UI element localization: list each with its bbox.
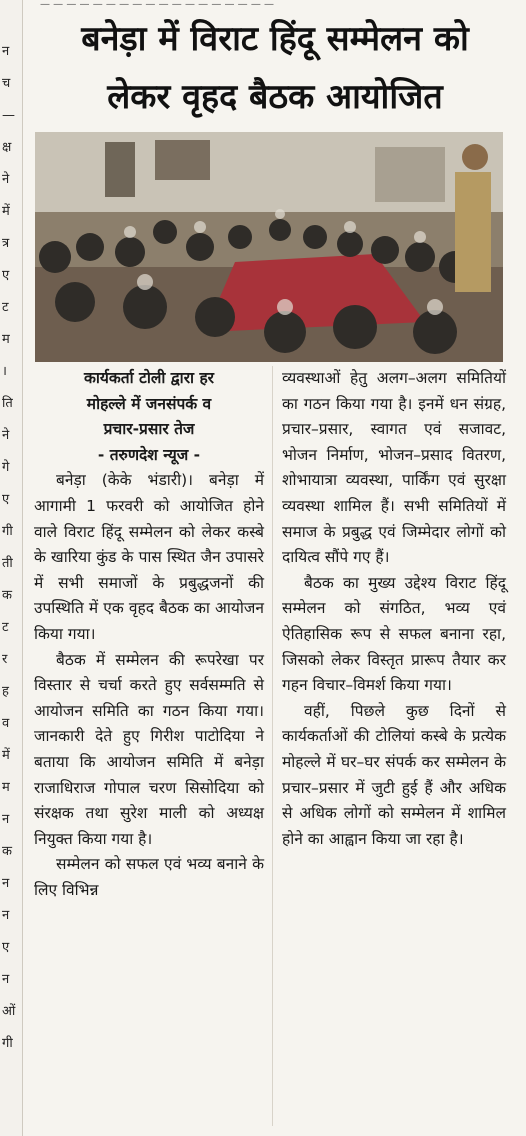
photo-shutter bbox=[375, 147, 445, 202]
adjacent-column-fragments bbox=[0, 0, 23, 1136]
edge-fragment: में bbox=[2, 748, 10, 763]
edge-fragment: ति bbox=[2, 396, 13, 411]
subhead-line-3: प्रचार-प्रसार तेज bbox=[103, 420, 195, 439]
article-column-1 bbox=[34, 366, 264, 903]
paragraph: बैठक में सम्मेलन की रूपरेखा पर विस्तार से चर्चा करते हुए सर्वसम्मति से आयोजन समिति का गठन किया गया। जानकारी देते हुए गिरीश पाटोदिया ने बताया कि आयोजन समिति में बनेड़ा राजाधिराज गोपाल चरण सिसोदिया को संरक्षक तथा सुरेश माली को अध्यक्ष नियुक्त किया गया है। bbox=[34, 650, 264, 848]
edge-fragment: म bbox=[2, 780, 10, 795]
paragraph: बैठक का मुख्य उद्देश्य विराट हिंदू सम्मेलन को संगठित, भव्य एवं ऐतिहासिक रूप से सफल बनाना रहा, जिसको लेकर विस्तृत प्रारूप तैयार कर गहन विचार–विमर्श किया गया। bbox=[282, 573, 506, 695]
photo-window bbox=[105, 142, 135, 197]
photo-door bbox=[155, 140, 210, 180]
edge-fragment: ट bbox=[2, 620, 9, 635]
article-subhead bbox=[34, 366, 264, 468]
photo-speaker-head bbox=[462, 144, 488, 170]
edge-fragment: क्ष bbox=[2, 140, 12, 155]
paragraph: बनेड़ा (केके भंडारी)। बनेड़ा में आगामी 1 फरवरी को आयोजित होने वाले विराट हिंदू सम्मेलन को लेकर कस्बे के खारिया कुंड के पास स्थित जैन उपासरे में सभी समाजों के प्रबुद्धजनों की उपस्थिति में एक वृहद बैठक का आयोजन किया गया। bbox=[34, 471, 264, 643]
edge-fragment: न bbox=[2, 972, 10, 987]
column-divider bbox=[272, 366, 273, 1126]
edge-fragment: में bbox=[2, 204, 10, 219]
edge-fragment: गी bbox=[2, 1036, 13, 1051]
edge-fragment: त्र bbox=[2, 236, 10, 251]
edge-fragment: न bbox=[2, 44, 10, 59]
edge-fragment: क bbox=[2, 844, 12, 859]
edge-fragment: क bbox=[2, 588, 12, 603]
edge-fragment: र bbox=[2, 652, 8, 667]
edge-fragment: ह bbox=[2, 684, 9, 699]
paragraph: सम्मेलन को सफल एवं भव्य बनाने के लिए विभिन्न bbox=[34, 855, 264, 899]
edge-fragment: ने bbox=[2, 428, 10, 443]
edge-fragment: ए bbox=[2, 940, 10, 955]
edge-fragment: गी bbox=[2, 524, 13, 539]
edge-fragment: — bbox=[2, 108, 15, 123]
top-cut-text: — — — — — — — — — — — — — — — — — — bbox=[40, 0, 275, 10]
headline-line-2: लेकर वृहद बैठक आयोजित bbox=[107, 77, 443, 117]
edge-fragment: ने bbox=[2, 172, 10, 187]
paragraph: वहीं, पिछले कुछ दिनों से कार्यकर्ताओं की टोलियां कस्बे के प्रत्येक मोहल्ले में घर–घर संपर्क कर सम्मेलन के प्रचार–प्रसार में जुटी हुई हैं और अधिक से अधिक लोगों को सम्मेलन में शामिल होने का आह्वान किया जा रहा है। bbox=[282, 701, 506, 848]
edge-fragment: च bbox=[2, 76, 11, 91]
byline: - तरुणदेश न्यूज - bbox=[97, 445, 201, 464]
edge-fragment: न bbox=[2, 908, 10, 923]
edge-fragment: न bbox=[2, 812, 10, 827]
edge-fragment: व bbox=[2, 716, 10, 731]
edge-fragment: ओं bbox=[2, 1004, 16, 1019]
subhead-line-2: मोहल्ले में जनसंपर्क व bbox=[86, 394, 212, 413]
edge-fragment: । bbox=[2, 364, 7, 379]
edge-fragment: ट bbox=[2, 300, 9, 315]
subhead-line-1: कार्यकर्ता टोली द्वारा हर bbox=[83, 369, 215, 387]
photo-standing-speaker bbox=[455, 172, 491, 292]
edge-fragment: गे bbox=[2, 460, 10, 475]
headline-line-1: बनेड़ा में विराट हिंदू सम्मेलन को bbox=[81, 19, 469, 59]
article-column-2 bbox=[282, 366, 506, 852]
paragraph: व्यवस्थाओं हेतु अलग–अलग समितियों का गठन किया गया है। इनमें धन संग्रह, प्रचार–प्रसार, स्वागत एवं सजावट, भोजन निर्माण, भोजन–प्रसाद वितरण, शोभायात्रा व्यवस्था, पार्किंग एवं सुरक्षा व्यवस्था शामिल हैं। सभी समितियों में समाज के प्रबुद्ध एवं जिम्मेदार लोगों को दायित्व सौंपे गए हैं। bbox=[282, 369, 506, 567]
edge-fragment: ए bbox=[2, 492, 10, 507]
edge-fragment: म bbox=[2, 332, 10, 347]
headline bbox=[30, 10, 520, 126]
meeting-photo bbox=[35, 132, 503, 362]
edge-fragment: ए bbox=[2, 268, 10, 283]
edge-fragment: ती bbox=[2, 556, 13, 571]
edge-fragment: न bbox=[2, 876, 10, 891]
